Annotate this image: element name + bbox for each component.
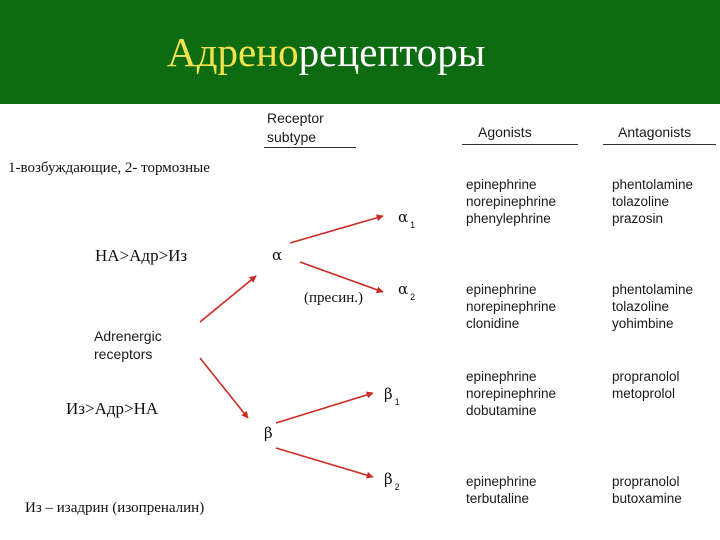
alpha1-antagonist-1: phentolamine	[612, 177, 694, 192]
alpha2-agonist-2: norepinephrine	[466, 299, 557, 314]
arrow-alpha-to-alpha2	[300, 262, 383, 292]
arrow-root-to-beta	[200, 358, 248, 418]
beta2-agonist-2: terbutaline	[466, 491, 530, 506]
receptor-header-line2: subtype	[267, 129, 317, 145]
alpha2-agonist-1: epinephrine	[466, 282, 537, 297]
alpha2-antagonist-3: yohimbine	[612, 316, 674, 331]
beta1-antagonist-2: metoprolol	[612, 386, 676, 401]
root-line2: receptors	[94, 346, 153, 362]
alpha1-agonist-1: epinephrine	[466, 177, 537, 192]
title-rest: рецепторы	[298, 29, 486, 75]
alpha2-antagonist-1: phentolamine	[612, 282, 694, 297]
alpha1-antagonist-2: tolazoline	[612, 194, 670, 209]
alpha2-index: 2	[410, 292, 416, 302]
title-highlight: Адрено	[167, 29, 299, 75]
antagonists-header: Antagonists	[618, 124, 692, 140]
arrow-alpha-to-alpha1	[290, 216, 383, 243]
beta1-agonist-1: epinephrine	[466, 369, 537, 384]
beta-potency-order: Из>Адр>НА	[66, 399, 159, 418]
beta2-agonist-1: epinephrine	[466, 474, 537, 489]
alpha-branch-symbol: α	[272, 246, 283, 264]
alpha-potency-order: НА>Адр>Из	[95, 246, 188, 265]
beta1-agonist-2: norepinephrine	[466, 386, 557, 401]
abbreviation-legend: Из – изадрин (изопреналин)	[25, 500, 205, 516]
beta1-agonist-3: dobutamine	[466, 403, 537, 418]
beta1-symbol: β	[384, 385, 393, 403]
arrow-beta-to-beta1	[276, 393, 373, 423]
receptor-header-line1: Receptor	[267, 110, 324, 126]
arrow-beta-to-beta2	[276, 448, 373, 477]
alpha1-agonist-3: phenylephrine	[466, 211, 551, 226]
beta-branch-symbol: β	[264, 424, 273, 442]
presynaptic-note: (пресин.)	[304, 290, 364, 306]
beta2-antagonist-2: butoxamine	[612, 491, 682, 506]
alpha1-antagonist-3: prazosin	[612, 211, 664, 226]
beta1-index: 1	[394, 397, 400, 407]
root-line1: Adrenergic	[94, 328, 162, 344]
beta2-symbol: β	[384, 470, 393, 488]
agonists-header: Agonists	[478, 124, 532, 140]
alpha2-antagonist-2: tolazoline	[612, 299, 670, 314]
classes-note: 1-возбуждающие, 2- тормозные	[8, 160, 210, 176]
beta2-antagonist-1: propranolol	[612, 474, 680, 489]
alpha2-agonist-3: clonidine	[466, 316, 520, 331]
beta1-antagonist-1: propranolol	[612, 369, 680, 384]
alpha2-symbol: α	[398, 280, 409, 298]
alpha1-agonist-2: norepinephrine	[466, 194, 557, 209]
arrow-root-to-alpha	[200, 276, 256, 322]
beta2-index: 2	[394, 482, 400, 492]
alpha1-symbol: α	[398, 208, 409, 226]
alpha1-index: 1	[410, 220, 416, 230]
